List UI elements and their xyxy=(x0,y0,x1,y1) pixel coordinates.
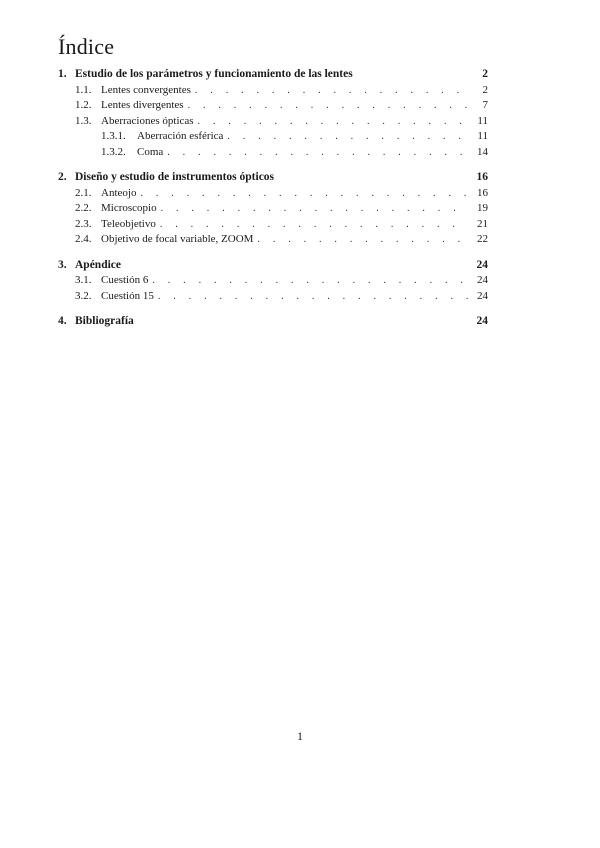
toc-entry-label: Microscopio xyxy=(101,202,157,214)
toc-subsection[interactable] xyxy=(58,274,488,290)
toc-entry-number: 2.2. xyxy=(75,202,92,214)
toc-dot-leader xyxy=(195,85,468,96)
page-title: Índice xyxy=(58,34,115,59)
toc-entry-label: Lentes convergentes xyxy=(101,83,191,96)
toc-entry-page: 16 xyxy=(476,171,488,183)
toc-subsubsection[interactable] xyxy=(58,146,488,162)
toc-entry-page: 24 xyxy=(477,274,488,286)
toc-entry-number: 2.1. xyxy=(75,186,92,199)
toc-entry-number: 1. xyxy=(58,68,67,80)
table-of-contents xyxy=(58,68,488,331)
toc-entry-page: 2 xyxy=(482,68,488,80)
toc-entry-page: 24 xyxy=(476,258,488,271)
toc-section[interactable] xyxy=(58,315,488,331)
toc-subsection[interactable] xyxy=(58,290,488,306)
toc-section[interactable] xyxy=(58,171,488,187)
toc-entry-page: 21 xyxy=(477,217,488,230)
toc-entry-page: 24 xyxy=(476,315,488,327)
toc-entry-label: Cuestión 15 xyxy=(101,289,154,302)
toc-subsection[interactable] xyxy=(58,115,488,131)
toc-subsection[interactable] xyxy=(58,218,488,234)
toc-entry-label: Apéndice xyxy=(75,258,121,271)
toc-dot-leader xyxy=(160,219,468,230)
toc-subsection[interactable] xyxy=(58,233,488,249)
toc-entry-label: Teleobjetivo xyxy=(101,217,156,230)
toc-entry-number: 1.3.2. xyxy=(101,145,126,158)
toc-entry-number: 1.1. xyxy=(75,83,92,96)
toc-entry-label: Aberraciones ópticas xyxy=(101,114,194,127)
toc-entry-number: 3. xyxy=(58,258,67,271)
toc-dot-leader xyxy=(188,100,468,111)
toc-entry-number: 1.2. xyxy=(75,99,92,111)
toc-subsubsection[interactable] xyxy=(58,130,488,146)
toc-entry-page: 22 xyxy=(477,233,488,245)
toc-entry-number: 3.1. xyxy=(75,274,92,286)
toc-entry-label: Estudio de los parámetros y funcionamiento de las lentes xyxy=(75,68,353,80)
toc-entry-number: 1.3. xyxy=(75,114,92,127)
toc-entry-label: Coma xyxy=(137,145,164,158)
toc-entry-number: 2. xyxy=(58,171,67,183)
toc-entry-page: 19 xyxy=(477,202,488,214)
toc-entry-label: Anteojo xyxy=(101,186,137,199)
toc-entry-page: 14 xyxy=(477,145,488,158)
toc-entry-page: 11 xyxy=(477,114,488,127)
toc-dot-leader xyxy=(167,147,468,158)
toc-subsection[interactable] xyxy=(58,99,488,115)
toc-entry-label: Diseño y estudio de instrumentos ópticos xyxy=(75,171,275,183)
toc-entry-label: Lentes divergentes xyxy=(101,99,184,111)
toc-subsection[interactable] xyxy=(58,202,488,218)
toc-section[interactable] xyxy=(58,259,488,275)
toc-entry-page: 11 xyxy=(477,130,488,142)
toc-entry-number: 2.3. xyxy=(75,217,92,230)
toc-entry-page: 24 xyxy=(477,289,488,302)
toc-entry-label: Bibliografía xyxy=(75,315,134,327)
toc-entry-page: 2 xyxy=(482,83,488,96)
toc-section[interactable] xyxy=(58,68,488,84)
toc-dot-leader xyxy=(152,275,468,286)
toc-entry-label: Aberración esférica xyxy=(137,130,224,142)
toc-entry-number: 2.4. xyxy=(75,233,92,245)
toc-dot-leader xyxy=(227,131,468,142)
toc-entry-page: 7 xyxy=(482,99,488,111)
toc-dot-leader xyxy=(161,203,468,214)
toc-entry-number: 3.2. xyxy=(75,289,92,302)
toc-subsection[interactable] xyxy=(58,187,488,203)
toc-dot-leader xyxy=(158,291,468,302)
toc-entry-page: 16 xyxy=(477,186,488,199)
toc-entry-label: Cuestión 6 xyxy=(101,274,149,286)
toc-subsection[interactable] xyxy=(58,84,488,100)
toc-dot-leader xyxy=(140,188,468,199)
toc-dot-leader xyxy=(198,116,468,127)
page-number: 1 xyxy=(297,729,303,743)
toc-entry-label: Objetivo de focal variable, ZOOM xyxy=(101,233,254,245)
toc-entry-number: 1.3.1. xyxy=(101,130,126,142)
toc-entry-number: 4. xyxy=(58,315,67,327)
toc-dot-leader xyxy=(257,234,468,245)
